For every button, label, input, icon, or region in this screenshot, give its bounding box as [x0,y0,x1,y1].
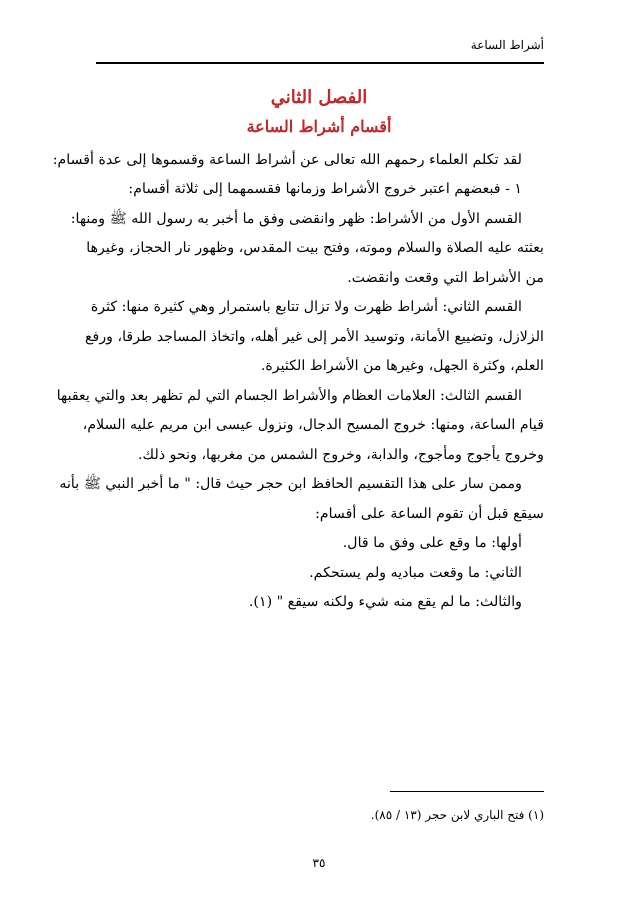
body-line: قيام الساعة، ومنها: خروج المسيح الدجال، ونزول عيسى ابن مريم عليه السلام، [82,417,544,433]
header-rule [96,62,544,64]
body-line: ١ - فبعضهم اعتبر خروج الأشراط وزمانها فقسمهما إلى ثلاثة أقسام: [128,181,522,197]
running-header: أشراط الساعة [470,38,544,52]
footnote: (١) فتح الباري لابن حجر (١٣ / ٨٥). [370,808,544,822]
body-line: وخروج يأجوج ومأجوج، والدابة، وخروج الشمس من مغربها، ونحو ذلك. [138,447,544,463]
page-number: ٣٥ [312,856,326,870]
chapter-title: الفصل الثاني [270,87,368,108]
body-line: سيقع قبل أن تقوم الساعة على أقسام: [315,506,544,522]
footnote-rule [390,791,544,792]
body-line: أولها: ما وقع على وفق ما قال. [342,535,522,551]
body-line: الزلازل، وتضييع الأمانة، وتوسيد الأمر إلى غير أهله، واتخاذ المساجد طرقا، ورفع [84,329,544,345]
body-line: القسم الثالث: العلامات العظام والأشراط الجسام التي لم تظهر بعد والتي يعقبها [56,388,522,404]
body-line: وممن سار على هذا التقسيم الحافظ ابن حجر حيث قال: " ما أخبر النبي ﷺ بأنه [59,476,522,492]
body-line: لقد تكلم العلماء رحمهم الله تعالى عن أشراط الساعة وقسموها إلى عدة أقسام: [52,152,522,168]
body-line: والثالث: ما لم يقع منه شيء ولكنه سيقع " (١). [248,594,522,610]
body-line: بعثته عليه الصلاة والسلام وموته، وفتح بيت المقدس، وظهور نار الحجاز، وغيرها [86,240,544,256]
body-line: العلم، وكثرة الجهل، وغيرها من الأشراط الكثيرة. [260,358,544,374]
body-line: من الأشراط التي وقعت وانقضت. [347,270,544,286]
body-line: القسم الثاني: أشراط ظهرت ولا تزال تتابع باستمرار وهي كثيرة منها: كثرة [90,299,522,315]
section-title: أقسام أشراط الساعة [246,117,392,136]
body-line: القسم الأول من الأشراط: ظهر وانقضى وفق ما أخبر به رسول الله ﷺ ومنها: [70,211,522,227]
body-line: الثاني: ما وقعت مباديه ولم يستحكم. [309,565,522,581]
